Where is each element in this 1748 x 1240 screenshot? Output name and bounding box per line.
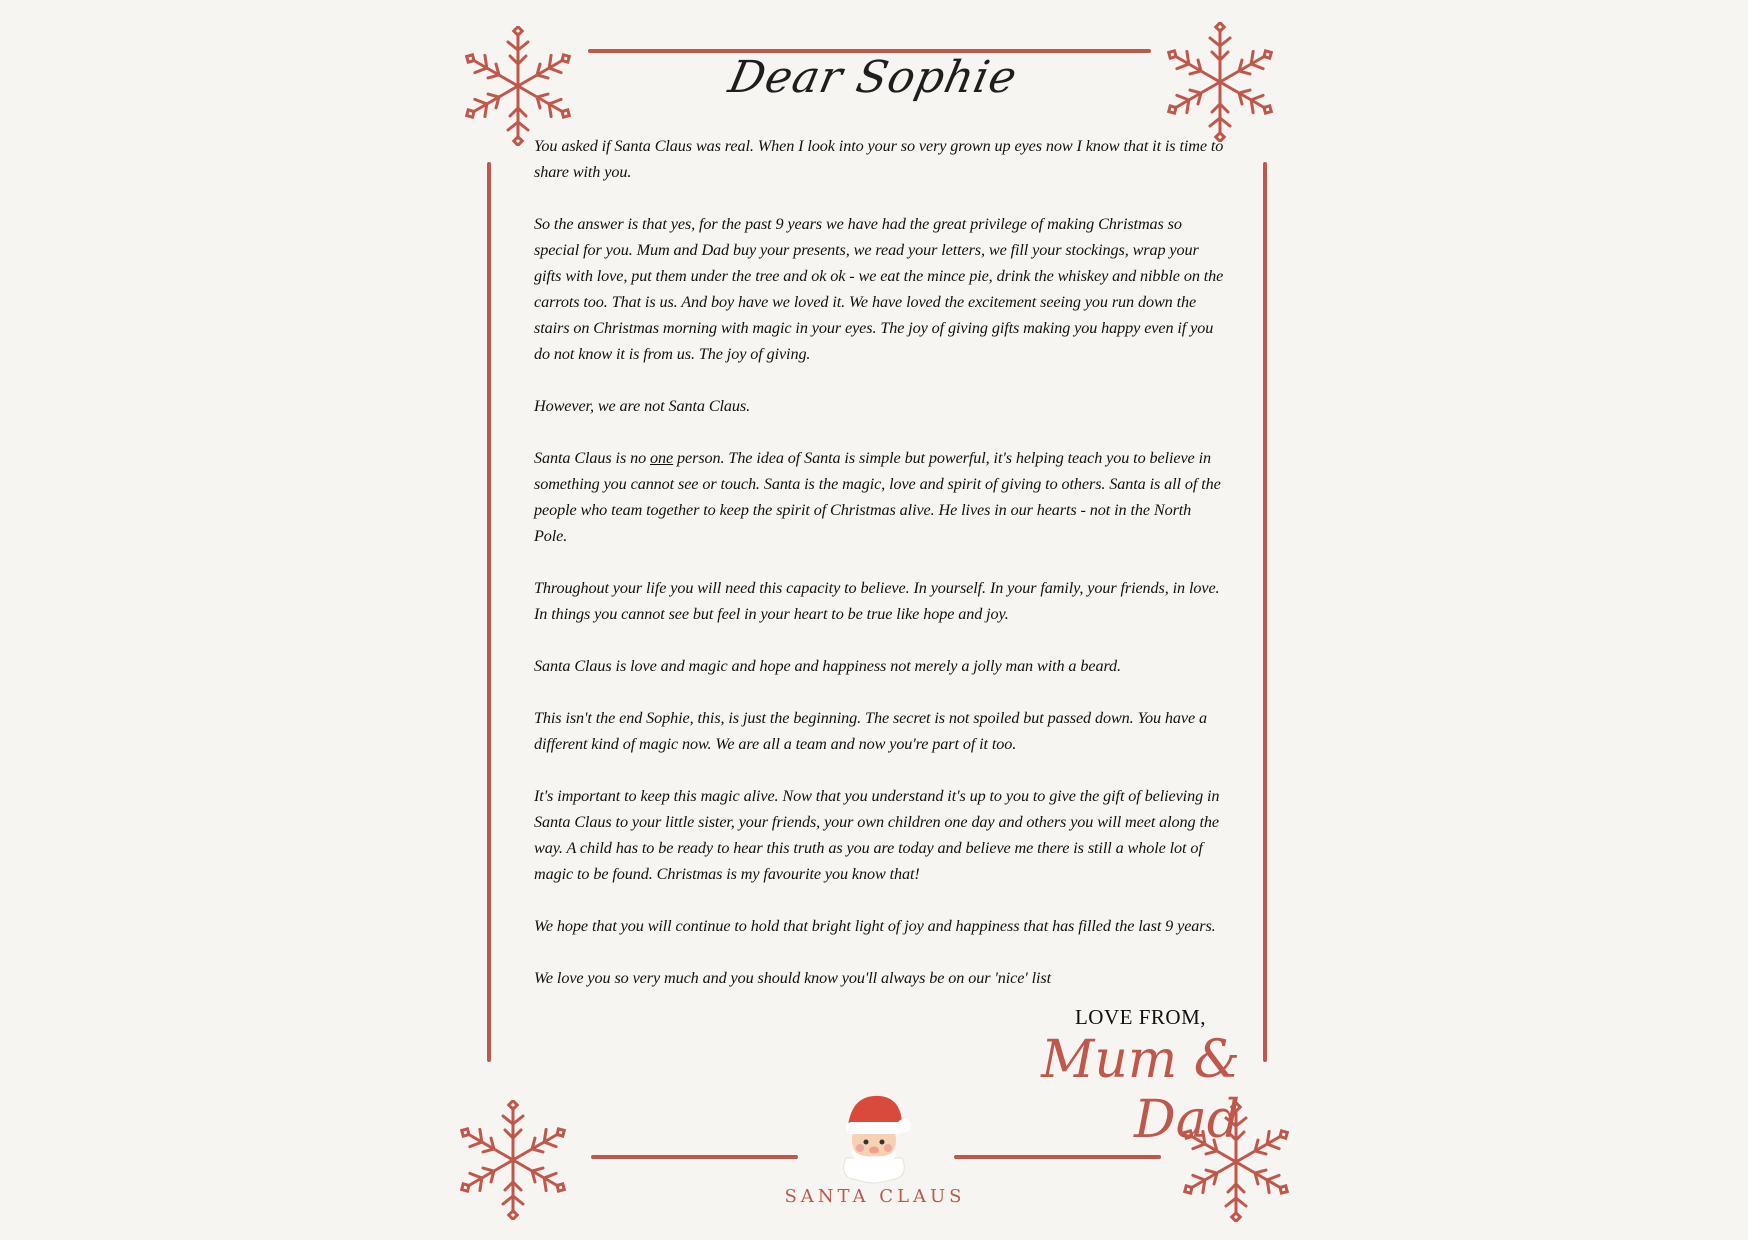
snowflake-icon [1160,22,1280,142]
santa-icon [828,1088,920,1184]
bottom-left-border-line [591,1155,798,1159]
paragraph: Santa Claus is love and magic and hope and happiness not merely a jolly man with a beard. [534,657,1121,675]
underlined-word: one [650,449,674,467]
paragraph: It's important to keep this magic alive. Now that you understand it's up to you to give the gift of believing in Santa Claus to your little sister, your friends, your own children one day and others you will meet along the way. A child has to be ready to hear this truth as you are today and believe me there is still a whole lot of magic to be found. Christmas is my favourite you know that! [534,787,1220,883]
snowflake-icon [458,26,578,146]
right-border-line [1263,162,1267,1062]
paragraph-text: Santa Claus is no [534,449,651,467]
footer-label: SANTA CLAUS [784,1186,966,1207]
paragraph: This isn't the end Sophie, this, is just the beginning. The secret is not spoiled but passed down. You have a different kind of magic now. We are all a team and now you're part of it too. [534,709,1208,753]
paragraph: You asked if Santa Claus was real. When I look into your so very grown up eyes now I know that it is time to share with you. [534,137,1224,181]
letter-body [534,133,1224,1017]
snowflake-icon [453,1100,573,1220]
paragraph: Throughout your life you will need this capacity to believe. In yourself. In your family, your friends, in love. In things you cannot see but feel in your heart to be true like hope and joy. [534,579,1220,623]
signature: Mum & Dad [1041,1030,1240,1150]
paragraph-text: person. The idea of Santa is simple but powerful, it's helping teach you to believe in something you cannot see or touch. Santa is the magic, love and spirit of giving to others. Santa is all of the people who team together to keep the spirit of Christmas alive. He lives in our hearts - not in the North Pole. [534,449,1221,545]
closing: LOVE FROM, [1074,1005,1206,1029]
bottom-right-border-line [954,1155,1161,1159]
paragraph: We love you so very much and you should know you'll always be on our 'nice' list [534,969,1051,987]
paragraph: We hope that you will continue to hold that bright light of joy and happiness that has filled the last 9 years. [534,917,1216,935]
paragraph: So the answer is that yes, for the past 9 years we have had the great privilege of making Christmas so special for you. Mum and Dad buy your presents, we read your letters, we fill your stockings, wrap your gifts with love, put them under the tree and ok ok - we eat the mince pie, drink the whiskey and nibble on the carrots too. That is us. And boy have we loved it. We have loved the excitement seeing you run down the stairs on Christmas morning with magic in your eyes. The joy of giving gifts making you happy even if you do not know it is from us. The joy of giving. [534,215,1224,363]
paragraph [534,445,1224,549]
paragraph: However, we are not Santa Claus. [534,397,751,415]
left-border-line [487,162,491,1062]
salutation: Dear Sophie [724,52,1022,103]
